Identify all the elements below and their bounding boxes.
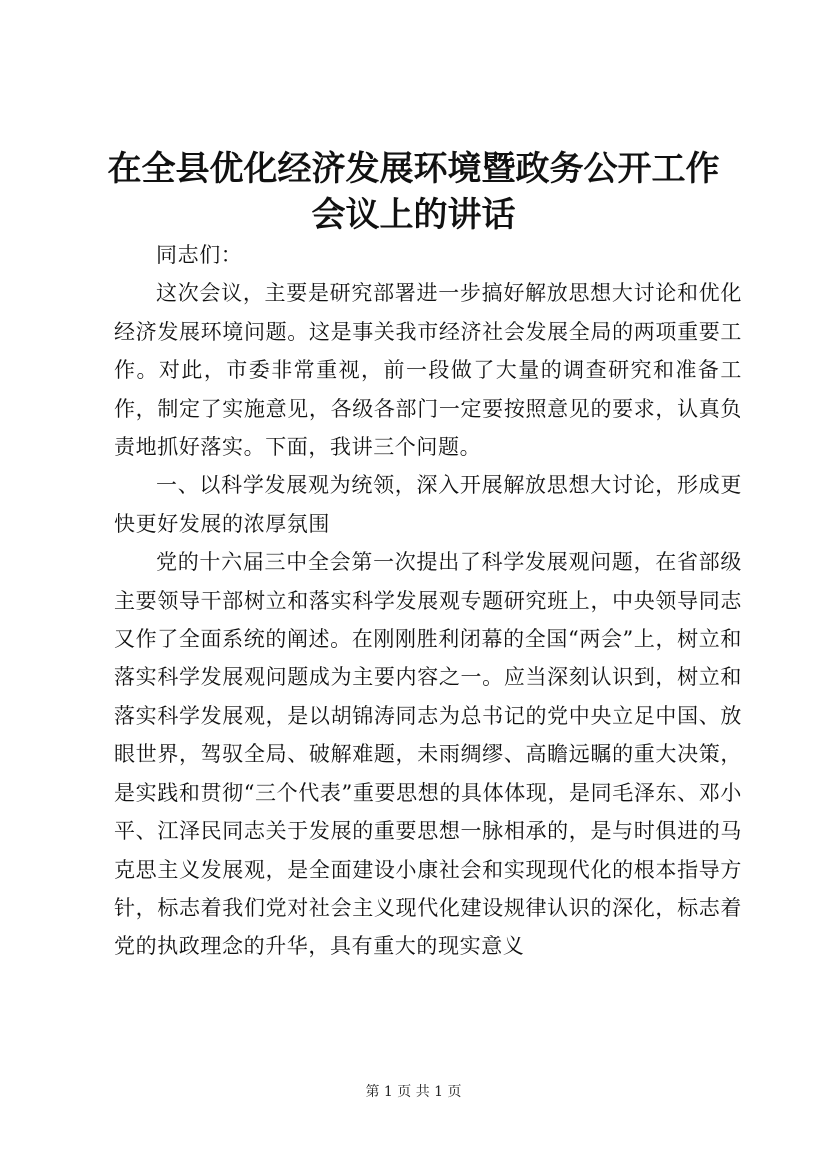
intro-paragraph: 这次会议，主要是研究部署进一步搞好解放思想大讨论和优化经济发展环境问题。这是事关我市经济社会发展全局的两项重要工作。对此，市委非常重视，前一段做了大量的调查研究和准备工作，制定了实施意见，各级各部门一定要按照意见的要求，认真负责地抓好落实。下面，我讲三个问题。 <box>114 281 742 460</box>
page-footer: 第 1 页 共 1 页 <box>365 1084 462 1100</box>
section-heading-paragraph: 一、以科学发展观为统领，深入开展解放思想大讨论，形成更快更好发展的浓厚氛围 <box>114 473 742 536</box>
salutation-paragraph: 同志们： <box>156 243 243 267</box>
document-title: 在全县优化经济发展环境暨政务公开工作会议上的讲话 <box>107 149 720 235</box>
document-body <box>114 236 742 966</box>
body-paragraph: 党的十六届三中全会第一次提出了科学发展观问题，在省部级主要领导干部树立和落实科学发展观专题研究班上，中央领导同志又作了全面系统的阐述。在刚刚胜利闭幕的全国“两会”上，树立和落实科学发展观问题成为主要内容之一。应当深刻认识到，树立和落实科学发展观，是以胡锦涛同志为总书记的党中央立足中国、放眼世界，驾驭全局、破解难题，未雨绸缪、高瞻远瞩的重大决策，是实践和贯彻“三个代表”重要思想的具体体现，是同毛泽东、邓小平、江泽民同志关于发展的重要思想一脉相承的，是与时俱进的马克思主义发展观，是全面建设小康社会和实现现代化的根本指导方针，标志着我们党对社会主义现代化建设规律认识的深化，标志着党的执政理念的升华，具有重大的现实意义 <box>114 550 742 959</box>
